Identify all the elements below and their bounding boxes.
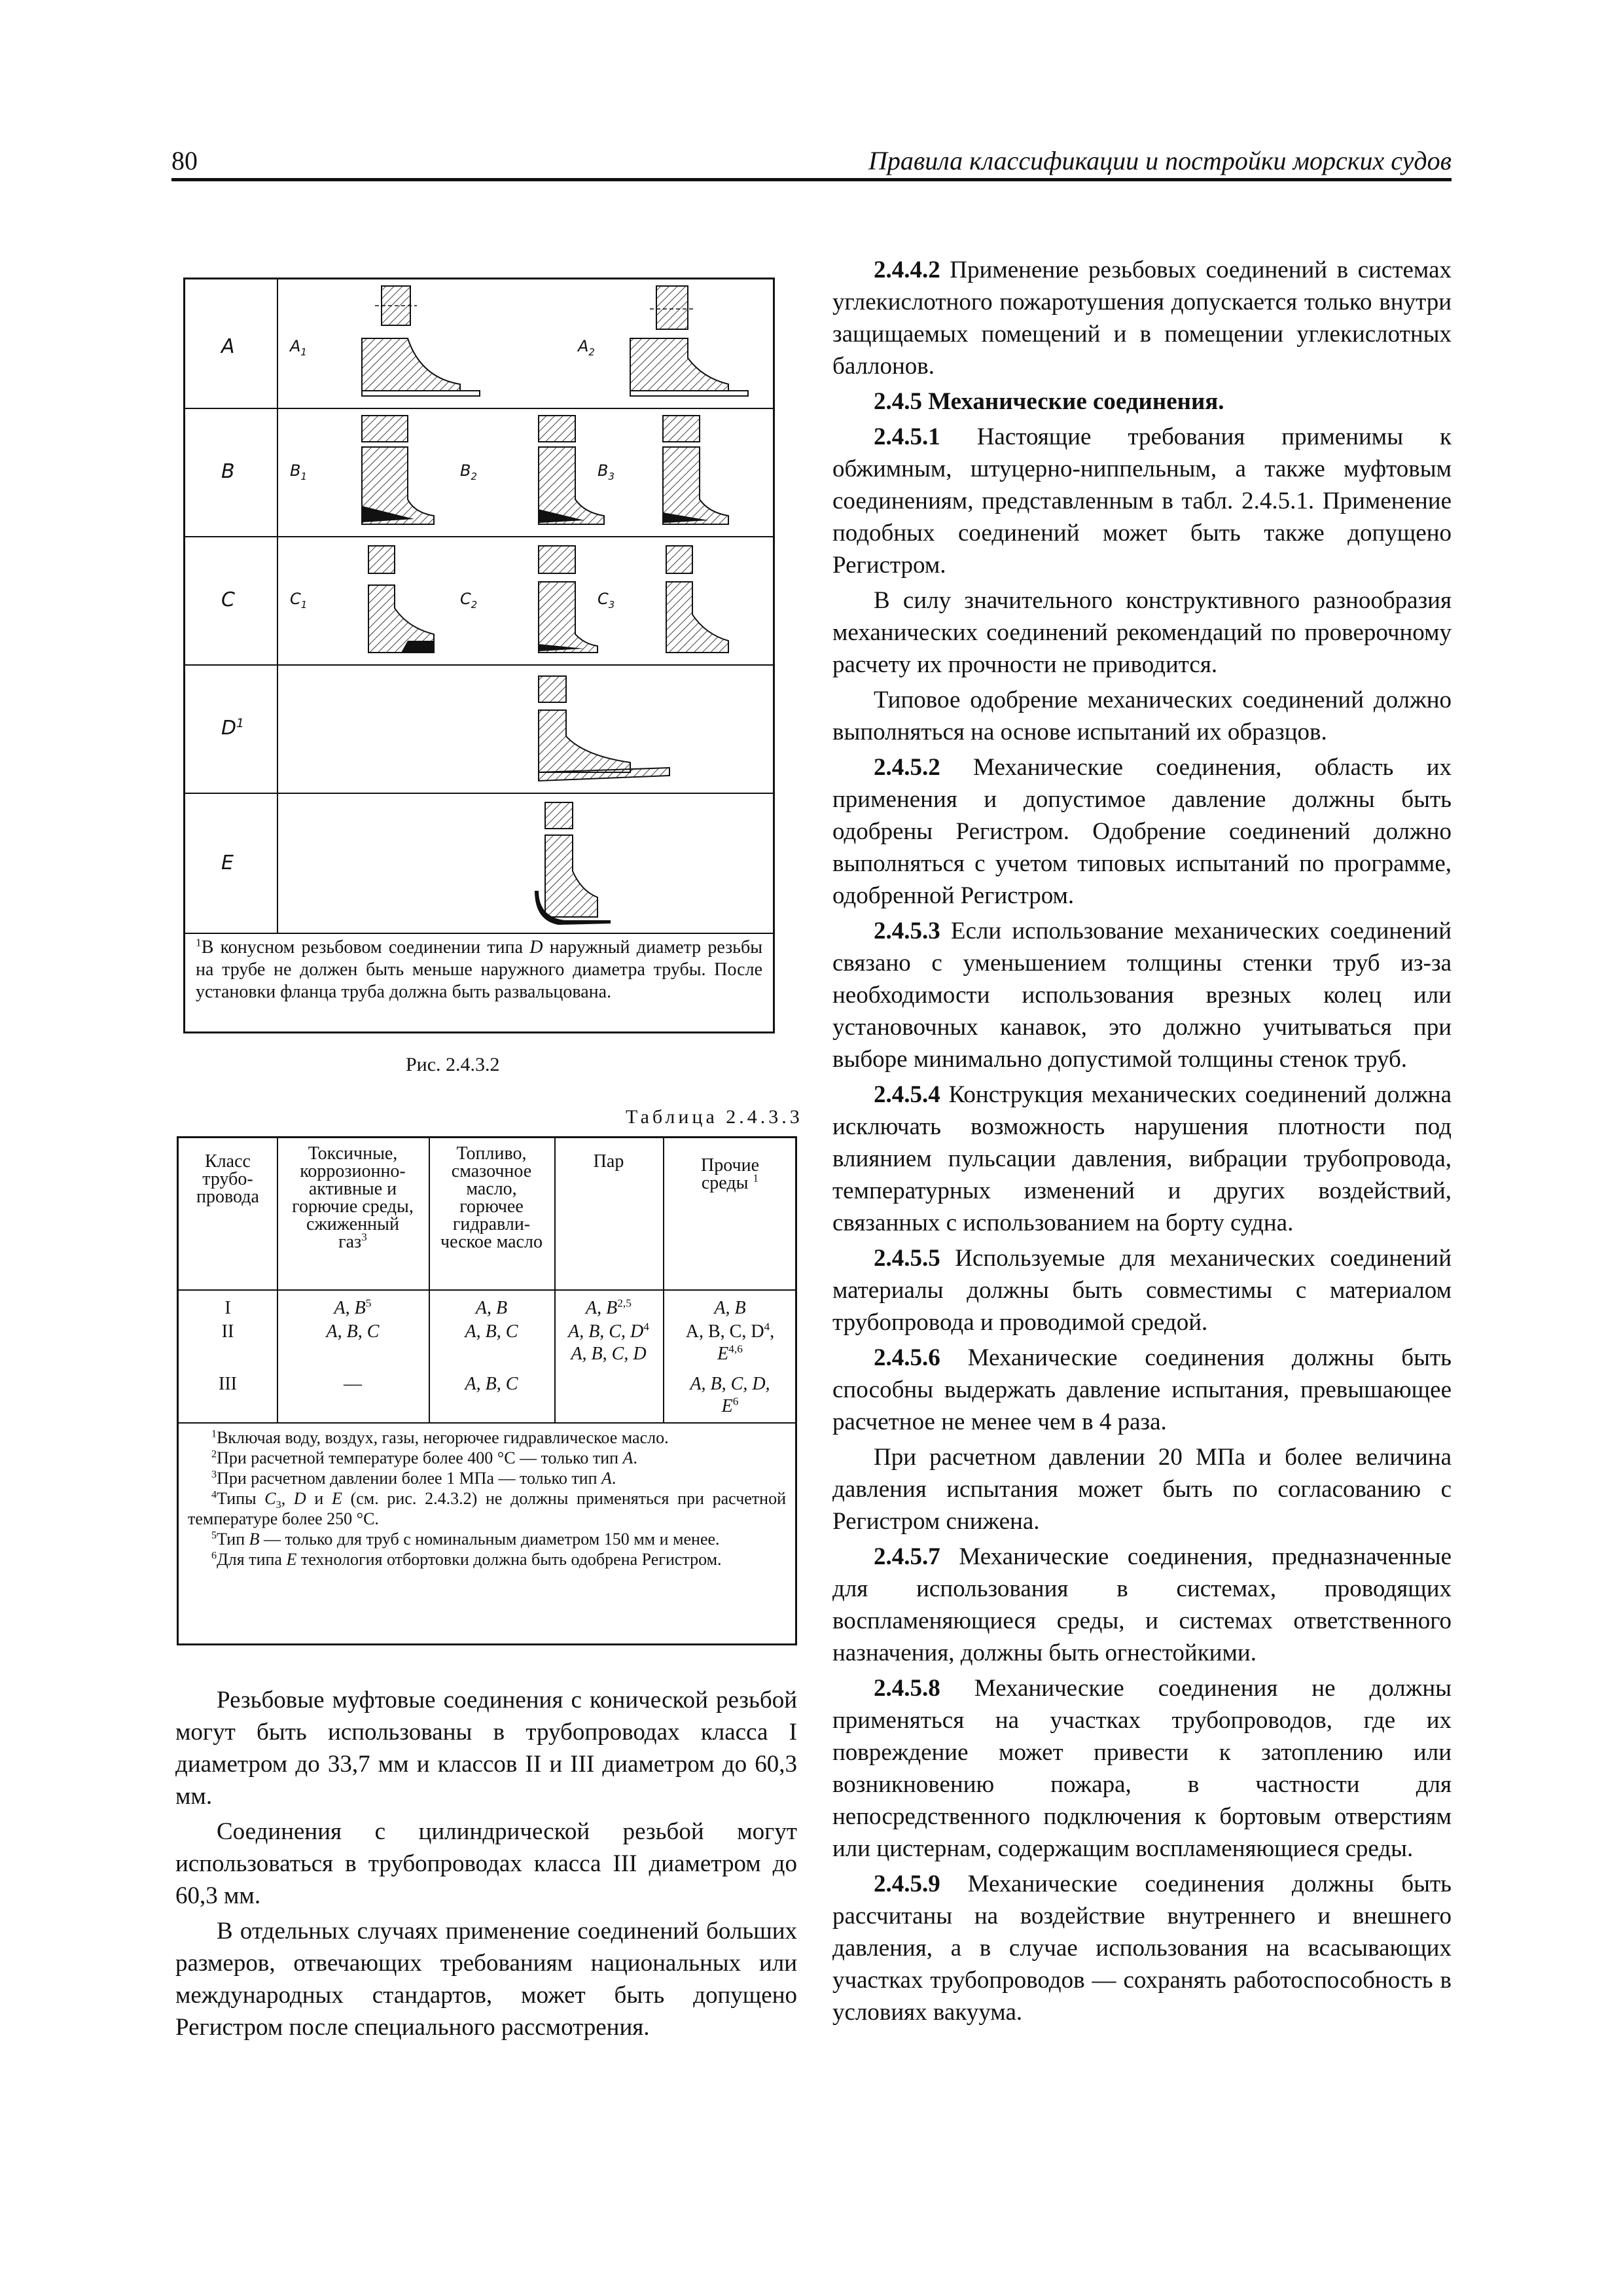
cell-other-1: A, B [714,1298,746,1318]
figure-row-d [185,664,773,794]
sub-label-a1: $A_1$ [290,337,307,358]
header-toxic-media: Токсичные, коррозионно- активные и горючие среды, сжиженный газ$^3$ [292,1143,414,1252]
figure-footnote: $^1$В конусном резьбовом соединении типа D наружный диаметр резьбы на трубе не должен быть меньше наружного диаметра трубы. После установки фланца труба должна быть развальцована. [196,936,762,1002]
media-table [177,1136,797,1645]
cell-other-2b: E$^{4,6}$ [717,1342,743,1364]
cell-steam-1: A, B$^{2,5}$ [586,1297,632,1318]
cell-fuel-3: A, B, C [465,1374,518,1394]
joint-drawing-c1 [336,536,467,664]
table-caption: Таблица 2.4.3.3 [626,1106,803,1128]
cell-other-3b: $E^6$ [721,1395,739,1416]
section-title-2-4-5: 2.4.5 Механические соединения. [874,388,1224,415]
figure-caption: Рис. 2.4.3.2 [406,1054,500,1075]
cell-steam-2b: A, B, C, D [571,1344,647,1364]
header-pipe-class: Класс трубо- провода [196,1151,259,1207]
paragraph-2-4-5-8: 2.4.5.8 Механические соединения не должны применяться на участках трубопроводов, где их повреждение может привести к затоплению или возникновению пожара, в частности для непосредственного подключения к бортовым отверстиям или цистернам, содержащим воспламеняющиеся среды. [832,1675,1452,1862]
page-number: 80 [171,146,198,175]
cell-toxic-3: — [344,1374,362,1394]
paragraph: При расчетном давлении 20 МПа и более величина давления испытания может быть по согласованию с Регистром снижена. [832,1444,1452,1535]
table-note-4: $^4$Типы $C_3$, D и E (см. рис. 2.4.3.2) не должны применяться при расчетной температуре более 250 °С. [188,1489,786,1528]
cell-toxic-2: A, B, C [326,1321,380,1342]
paragraph-2-4-5-6: 2.4.5.6 Механические соединения должны быть способны выдержать давление испытания, превышающее расчетное не менее чем в 4 раза. [832,1344,1452,1435]
table-note-5: $^5$Тип B — только для труб с номинальным диаметром 150 мм и менее. [211,1530,720,1549]
figure-row-c [185,536,773,666]
cell-fuel-1: A, B [475,1298,508,1318]
table-notes [188,1427,786,1570]
paragraph: В силу значительного конструктивного разнообразия механических соединений рекомендаций по проверочному расчету их прочности не приводится. [832,587,1452,678]
paragraph-2-4-5-7: 2.4.5.7 Механические соединения, предназначенные для использования в системах, проводящих воспламеняющиеся среды, и системах ответственного назначения, должны быть огнестойкими. [832,1543,1452,1666]
row-label-a: A [221,335,235,358]
table-vline [554,1138,556,1422]
cell-steam-2a: A, B, C, $D^4$ [568,1320,649,1342]
sub-label-b1: $B_1$ [290,461,307,482]
cell-fuel-2: A, B, C [465,1321,518,1342]
row-class-1: I [224,1298,231,1318]
table-note-3: $^3$При расчетном давлении более 1 МПа — только тип A. [211,1469,616,1488]
sub-label-c1: $C_1$ [290,590,308,611]
row-class-2: II [221,1321,234,1342]
paragraph-2-4-5-4: 2.4.5.4 Конструкция механических соединений должна исключать возможность нарушения плотности под влиянием пульсации давления, вибрации трубопровода, температурных изменений и других воздействий, связанных с использованием на борту судна. [832,1081,1452,1236]
joint-drawing-e [512,793,643,933]
sub-label-b3: $B_3$ [597,461,615,482]
sub-label-a2: $A_2$ [578,337,595,358]
paragraph: Типовое одобрение механических соединений должно выполняться на основе испытаний их образцов. [832,687,1452,745]
joint-drawing-c2 [512,536,617,664]
joint-drawing-b2 [512,408,617,536]
figure-row-b [185,408,773,537]
sub-label-c2: $C_2$ [460,590,478,611]
right-column [832,254,1452,2032]
figure-row-a [185,279,773,409]
row-label-c: C [221,588,235,611]
joint-drawing-b1 [336,408,467,536]
table-note-2: $^2$При расчетной температуре более 400 °С — только тип A. [211,1448,637,1467]
row-label-e: E [221,852,234,874]
header-rule [171,178,1452,181]
paragraph: Резьбовые муфтовые соединения с конической резьбой могут быть использованы в трубопроводах класса I диаметром до 33,7 мм и классов II и III диаметром до 60,3 мм. [175,1687,797,1810]
paragraph: Соединения с цилиндрической резьбой могут использоваться в трубопроводах класса III диаметром до 60,3 мм. [175,1818,797,1909]
joint-drawing-a2 [617,279,761,408]
table-note-6: $^6$Для типа E технология отбортовки должна быть одобрена Регистром. [211,1550,722,1569]
cell-toxic-1: A, $B^5$ [334,1297,372,1318]
paragraph-2-4-4-2: 2.4.4.2 Применение резьбовых соединений в системах углекислотного пожаротушения допускается только внутри защищаемых помещений и в помещении углекислотных баллонов. [832,257,1452,380]
paragraph-2-4-5-9: 2.4.5.9 Механические соединения должны быть рассчитаны на воздействие внутреннего и внешнего давления, а в случае использования на всасывающих участках трубопроводов — сохранять работоспособность в условиях вакуума. [832,1871,1452,2026]
paragraph-2-4-5-5: 2.4.5.5 Используемые для механических соединений материалы должны быть совместимы с материалом трубопровода и проводимой средой. [832,1245,1452,1336]
joint-drawing-a1 [342,279,486,408]
running-title: Правила классификации и постройки морских судов [868,146,1452,175]
header-other-media: Прочие среды $^1$ [701,1155,759,1193]
cell-other-3a: A, B, C, D, [690,1374,770,1394]
header-steam: Пар [593,1151,624,1172]
paragraph-2-4-5-3: 2.4.5.3 Если использование механических соединений связано с уменьшением толщины стенки труб из-за необходимости использования врезных колец или установочных канавок, это должно учитываться при выборе минимально допустимой толщины стенок труб. [832,918,1452,1073]
sub-label-b2: $B_2$ [460,461,477,482]
paragraph-2-4-5-1: 2.4.5.1 Настоящие требования применимы к обжимным, штуцерно-ниппельным, а также муфтовым соединениям, представленным в табл. 2.4.5.1. Применение подобных соединений может быть также допущено Регистром. [832,423,1452,579]
row-label-d: $D^1$ [221,717,244,740]
joint-drawing-d [512,664,696,793]
row-label-b: B [221,460,235,483]
paragraph-2-4-5-2: 2.4.5.2 Механические соединения, область их применения и допустимое давление должны быть одобрены Регистром. Одобрение соединений должно выполняться с учетом типовых испытаний по программе, одобренной Регистром. [832,754,1452,909]
header-fuel-oil: Топливо, смазочное масло, горючее гидравли- ческое масло [440,1143,543,1252]
figure-row-e [185,793,773,934]
row-class-3: III [219,1374,237,1394]
joint-drawing-c3 [643,536,748,664]
cell-other-2a: A, B, C, $D^4$, [685,1320,775,1342]
figure-frame [183,278,775,1033]
sub-label-c3: $C_3$ [597,590,615,611]
table-hline [179,1422,795,1424]
table-note-1: $^1$Включая воду, воздух, газы, негорючее гидравлическое масло. [211,1428,669,1447]
joint-drawing-b3 [643,408,748,536]
paragraph: В отдельных случаях применение соединений больших размеров, отвечающих требованиям национальных или международных стандартов, может быть допущено Регистром после специального рассмотрения. [175,1918,797,2041]
table-hline [179,1289,795,1291]
left-column [175,1684,797,2047]
